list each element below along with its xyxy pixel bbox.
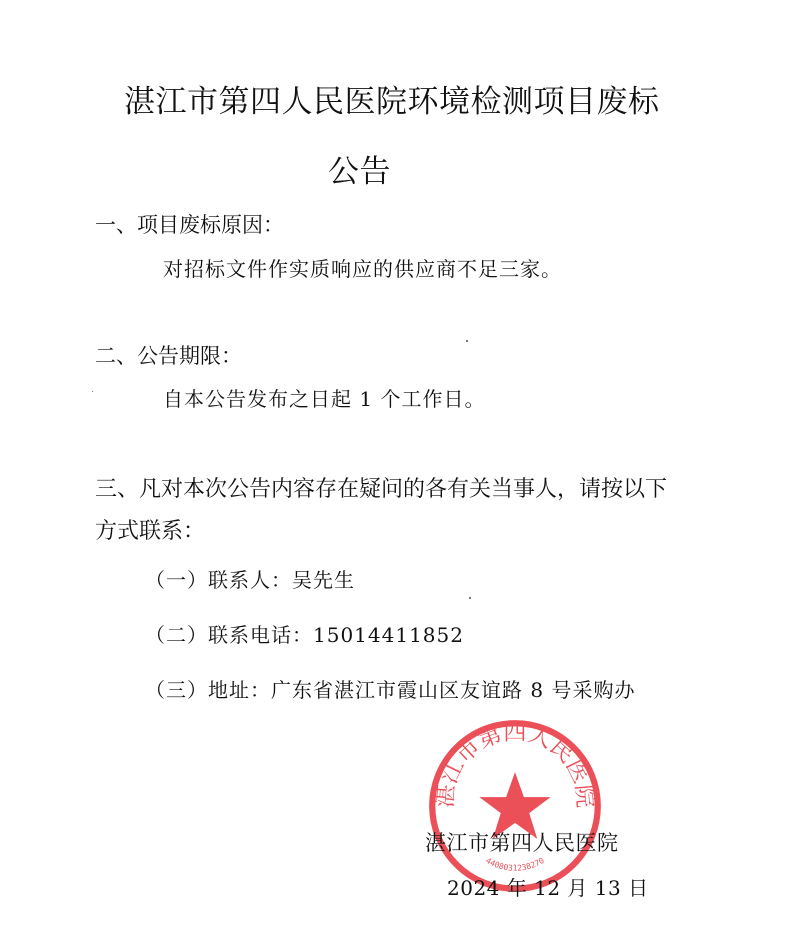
section-1-heading: 一、项目废标原因： (95, 213, 284, 237)
scan-speck (466, 340, 468, 342)
page-title-line2: 公告 (328, 154, 391, 190)
scan-speck (92, 391, 93, 392)
signature-date: 2024 年 12 月 13 日 (447, 876, 649, 900)
signature-organization: 湛江市第四人民医院 (425, 831, 619, 855)
seal-arc-text: 湛江市第四人民医院 (432, 719, 598, 809)
contact-address: （三）地址：广东省湛江市霞山区友谊路 8 号采购办 (145, 678, 636, 702)
page-title-line1: 湛江市第四人民医院环境检测项目废标 (124, 84, 660, 120)
section-1-body: 对招标文件作实质响应的供应商不足三家。 (163, 257, 562, 281)
section-2-body: 自本公告发布之日起 1 个工作日。 (163, 387, 486, 411)
scan-speck (469, 597, 471, 599)
section-2-heading: 二、公告期限： (95, 344, 242, 368)
section-3-heading-line2: 方式联系： (95, 519, 206, 544)
official-seal-icon (426, 717, 604, 895)
contact-phone: （二）联系电话：15014411852 (145, 623, 464, 647)
seal-number: 4408031238270 (484, 855, 546, 873)
section-3-heading-line1: 三、凡对本次公告内容存在疑问的各有关当事人，请按以下 (95, 477, 668, 502)
contact-person: （一）联系人：吴先生 (145, 568, 355, 592)
